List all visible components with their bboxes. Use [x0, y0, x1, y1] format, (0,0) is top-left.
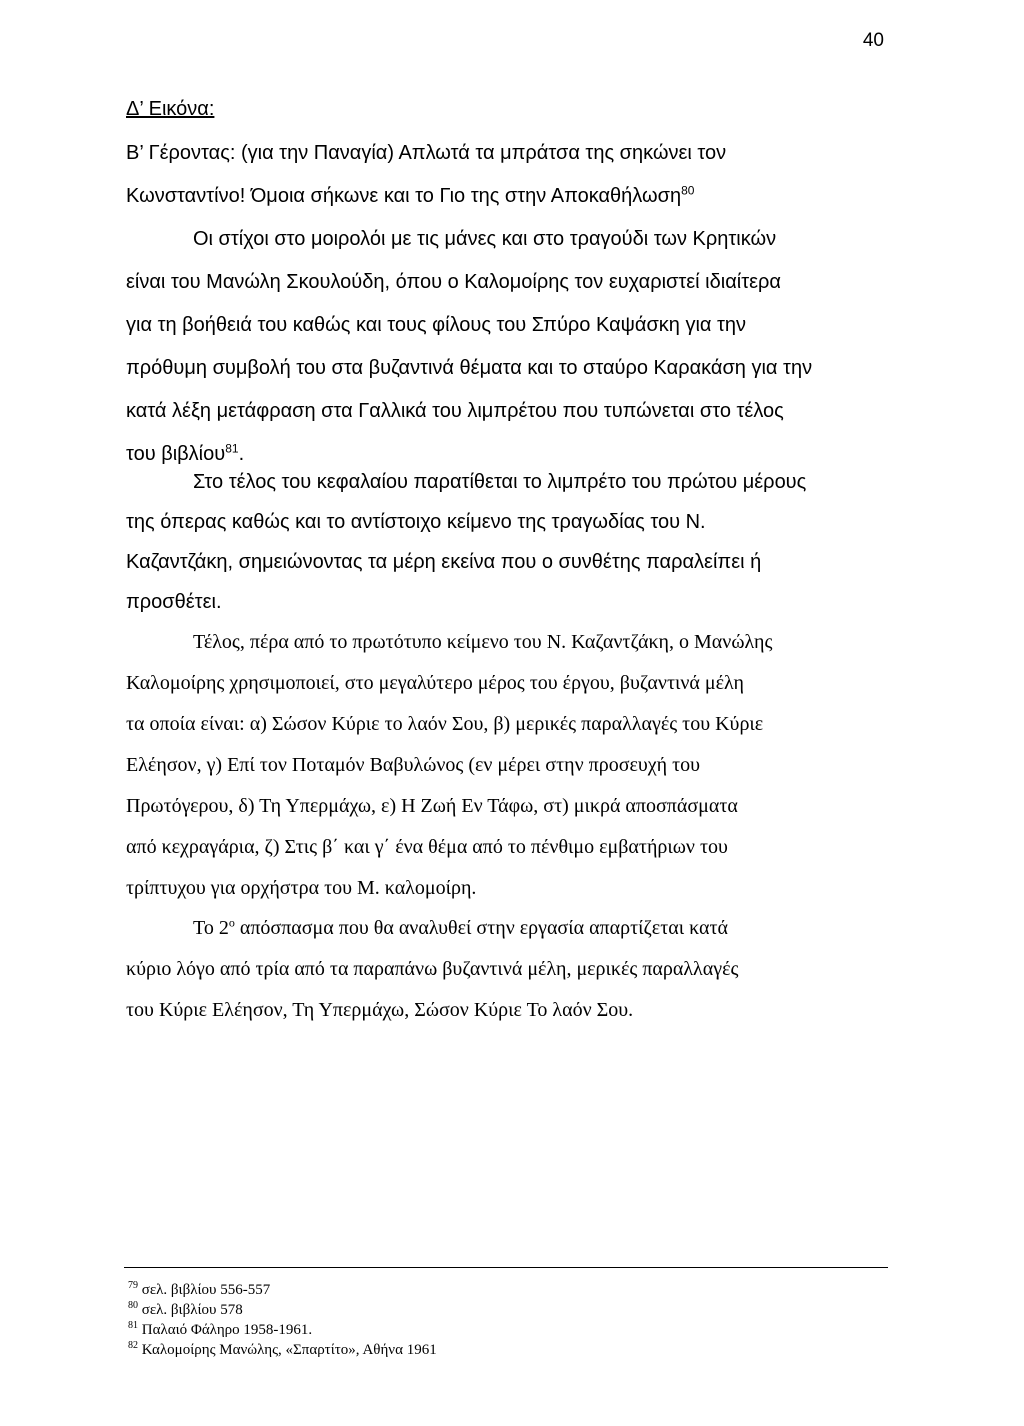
- text-line: Πρωτόγερου, δ) Τη Υπερμάχω, ε) Η Ζωή Εν Τάφω, στ) μικρά αποσπάσματα: [126, 795, 738, 817]
- text-line: Τέλος, πέρα από το πρωτότυπο κείμενο του Ν. Καζαντζάκη, ο Μανώλης: [193, 631, 773, 653]
- section-heading: Δ’ Εικόνα:: [126, 98, 215, 120]
- text-line: κύριο λόγο από τρία από τα παραπάνω βυζαντινά μέλη, μερικές παραλλαγές: [126, 958, 739, 980]
- footnote: $^{80}$ σελ. βιβλίου 578: [128, 1300, 243, 1318]
- text-line: Οι στίχοι στο μοιρολόι με τις μάνες και στο τραγούδι των Κρητικών: [193, 228, 777, 250]
- text-line: για τη βοήθειά του καθώς και τους φίλους του Σπύρο Καψάσκη για την: [126, 314, 747, 336]
- text-line: του Κύριε Ελέησον, Τη Υπερμάχω, Σώσον Κύριε Το λαόν Σου.: [126, 999, 634, 1021]
- text-line: του βιβλίου$^{81}$.: [126, 441, 245, 465]
- page-number: 40: [862, 30, 884, 51]
- text-line: της όπερας καθώς και το αντίστοιχο κείμενο της τραγωδίας του Ν.: [126, 511, 706, 533]
- footnote-ref: 81: [225, 441, 239, 456]
- text-line: Καζαντζάκη, σημειώνοντας τα μέρη εκείνα που ο συνθέτης παραλείπει ή: [126, 551, 762, 573]
- text-line: Β’ Γέροντας: (για την Παναγία) Απλωτά τα μπράτσα της σηκώνει τον: [126, 142, 727, 164]
- footnote-number: 79: [128, 1280, 138, 1291]
- text-line: Κωνσταντίνο! Όμοια σήκωνε και το Γιο της στην Αποκαθήλωση$^{80}$: [126, 183, 695, 207]
- text-line: κατά λέξη μετάφραση στα Γαλλικά του λιμπρέτου που τυπώνεται στο τέλος: [126, 400, 784, 422]
- text-line: τρίπτυχου για ορχήστρα του Μ. καλομοίρη.: [126, 877, 477, 899]
- text-line: Στο τέλος του κεφαλαίου παρατίθεται το λιμπρέτο του πρώτου μέρους: [193, 471, 807, 493]
- ordinal-superscript: ο: [228, 915, 235, 930]
- text-line: Καλομοίρης χρησιμοποιεί, στο μεγαλύτερο μέρος του έργου, βυζαντινά μέλη: [126, 672, 744, 694]
- footnote: $^{82}$ Καλομοίρης Μανώλης, «Σπαρτίτο», Αθήνα 1961: [128, 1340, 437, 1358]
- text-line: Ελέησον, γ) Επί τον Ποταμόν Βαβυλώνος (εν μέρει στην προσευχή του: [126, 754, 701, 776]
- footnote-number: 81: [128, 1320, 138, 1331]
- footnote: $^{79}$ σελ. βιβλίου 556-557: [128, 1280, 271, 1298]
- text-line: πρόθυμη συμβολή του στα βυζαντινά θέματα και το σταύρο Καρακάση για την: [126, 357, 813, 379]
- footnote-number: 80: [128, 1300, 138, 1311]
- text-line: από κεχραγάρια, ζ) Στις β΄ και γ΄ ένα θέμα από το πένθιμο εμβατήριων του: [126, 836, 728, 858]
- text-line: προσθέτει.: [126, 591, 222, 613]
- footnote: $^{81}$ Παλαιό Φάληρο 1958-1961.: [128, 1320, 313, 1338]
- footnote-ref: 80: [681, 183, 695, 198]
- text-line: Το $2^o$ απόσπασμα που θα αναλυθεί στην εργασία απαρτίζεται κατά: [193, 915, 728, 939]
- footnote-number: 82: [128, 1340, 138, 1351]
- footnote-divider: [124, 1267, 888, 1268]
- text-line: είναι του Μανώλη Σκουλούδη, όπου ο Καλομοίρης τον ευχαριστεί ιδιαίτερα: [126, 271, 781, 293]
- text-line: τα οποία είναι: α) Σώσον Κύριε το λαόν Σου, β) μερικές παραλλαγές του Κύριε: [126, 713, 764, 735]
